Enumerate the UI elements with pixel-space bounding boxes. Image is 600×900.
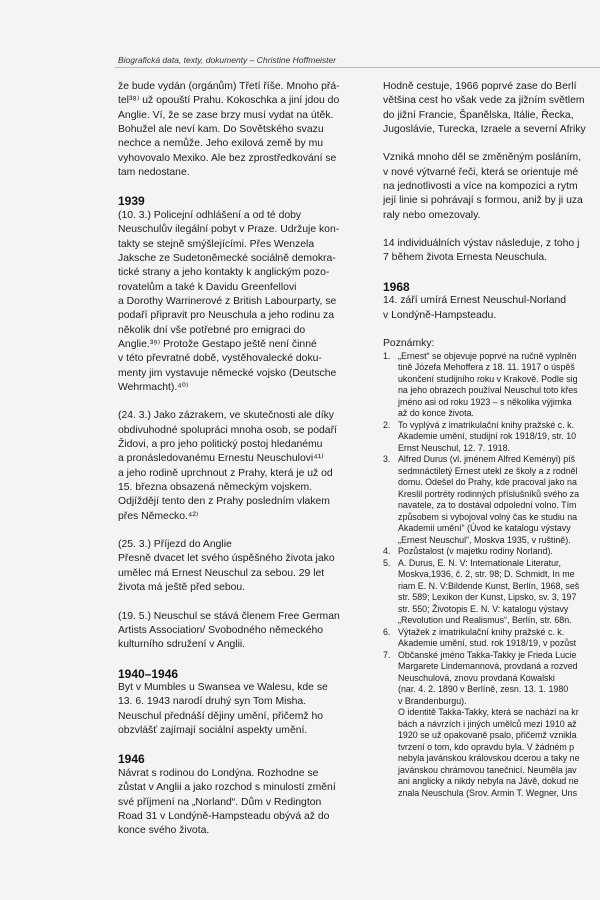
- note-line: Neuschulová, znovu provdaná Kowalski: [398, 672, 555, 683]
- text-line: tel³⁸⁾ už opouští Prahu. Kokoschka a jiní jdou do: [118, 95, 340, 107]
- note-line: na jeho obrazech používal Neuschul toto křes: [398, 385, 578, 396]
- text-line: Hodně cestuje, 1966 poprvé zase do Berlí: [383, 81, 577, 92]
- text-line: nechce a nemůže. Jeho exilová země by mu: [118, 138, 324, 150]
- note-line: sedmnáctiletý Ernest utekl ze školy a z rodněl: [398, 465, 578, 476]
- note-item: [383, 627, 600, 650]
- note-line: 1920 se už opakovaně psalo, přičemž vznikla: [398, 730, 577, 741]
- paragraph: [383, 237, 600, 266]
- note-item: [383, 454, 600, 546]
- text-line: Road 31 v Londýně-Hampsteadu obývá až do: [118, 810, 330, 822]
- text-line: (24. 3.) Jako zázrakem, ve skutečnosti ale díky: [118, 410, 334, 422]
- paragraph: [118, 538, 366, 595]
- text-line: v této převratné době, vystěhovalecké doku-: [118, 353, 322, 365]
- note-line: Margarete Lindemannová, provdaná a rozved: [398, 661, 578, 672]
- note-line: Moskva,1936, č. 2, str. 98; D. Schmidt, In me: [398, 569, 575, 580]
- note-line: navatele, za to dostával odpolední volno. Tím: [398, 500, 577, 511]
- note-line: bách a návrzích i jiných umělců mezi 1910 až: [398, 718, 577, 729]
- text-line: raly nebo omezovaly.: [383, 209, 481, 221]
- notes-title: Poznámky:: [383, 337, 435, 349]
- text-line: života má ještě před sebou.: [118, 582, 246, 594]
- note-line: znala Neuschula (Srov. Armin T. Wegner, Uns: [398, 787, 578, 798]
- text-line: obdivuhodné spolupráci mnoha osob, se podaří: [118, 424, 337, 436]
- notes-section: [383, 337, 600, 800]
- note-line: „Revolution und Realismus“, Berlín, str. 68n.: [398, 615, 572, 626]
- note-line: str. 589; Lexikon der Kunst, Lipsko, sv. 3, 197: [398, 592, 577, 603]
- text-line: 15. března obsazená německým vojskem.: [118, 482, 313, 494]
- text-line: a Dorothy Warrinerové z British Labourparty, se: [118, 295, 337, 307]
- note-line: Občanské jméno Takka-Takky je Frieda Lucie: [398, 649, 577, 660]
- text-line: konce svého života.: [118, 825, 210, 837]
- text-line: Neuschulův ilegální pobyt v Praze. Udržuje kon-: [118, 224, 340, 236]
- paragraph: [118, 767, 366, 839]
- text-line: (10. 3.) Policejní odhlášení a od té doby: [118, 209, 302, 221]
- note-line: v Brandenburgu).: [398, 695, 467, 706]
- text-line: takty se stejně smýšlejícími. Přes Wenzela: [118, 238, 315, 250]
- text-line: na jednotlivosti a více na kompozici a rytm: [383, 181, 578, 193]
- note-number: 3.: [383, 454, 391, 465]
- text-line: (25. 3.) Příjezd do Anglie: [118, 539, 232, 551]
- text-line: kulturního sdružení v Anglii.: [118, 639, 246, 651]
- text-line: Jaksche ze Sudetoněmecké sociálně demokra-: [118, 252, 336, 264]
- text-line: menty jim vystavuje německé vojsko (Deutsche: [118, 367, 337, 379]
- note-line: tině Józefa Mehoffera z 18. 11. 1917 o úspěš: [398, 362, 575, 373]
- text-line: Anglie. Ví, že se zase brzy musí vydat na útěk.: [118, 109, 334, 121]
- text-line: většina cest ho však vede za jižním světlem: [383, 95, 585, 107]
- text-line: Wehrmacht).⁴⁰⁾: [118, 382, 189, 394]
- text-line: Neuschul přednáší dějiny umění, přičemž ho: [118, 710, 324, 722]
- text-line: zůstat v Anglii a jako rozchod s minulostí změní: [118, 782, 336, 794]
- note-line: Výtažek z imatrikulační knihy pražské c. k.: [398, 626, 565, 637]
- note-line: Akademie umění, studijní rok 1918/19, str. 10: [398, 431, 577, 442]
- note-line: Pozůstalost (v majetku rodiny Norland).: [398, 546, 553, 557]
- note-line: ani anglicky a nikdy nebyla na Jávě, dokud ne: [398, 776, 579, 787]
- year-heading: 1946: [118, 752, 145, 767]
- note-line: až do konce života.: [398, 408, 474, 419]
- text-line: své příjmení na „Norland“. Dům v Redington: [118, 796, 322, 808]
- text-line: v Londýně-Hampsteadu.: [383, 309, 497, 321]
- paragraph: [383, 294, 600, 323]
- note-item: [383, 351, 600, 420]
- text-line: do jižní Francie, Španělska, Itálie, Řecka,: [383, 109, 574, 121]
- note-line: O identitě Takka-Takky, která se nachází na kr: [398, 707, 579, 718]
- text-line: (19. 5.) Neuschul se stává členem Free German: [118, 610, 340, 622]
- note-line: str. 550; Životopis E. N. V: katalogu výstavy: [398, 603, 569, 614]
- note-number: 6.: [383, 626, 391, 637]
- text-line: 14. září umírá Ernest Neuschul-Norland: [383, 295, 567, 307]
- text-line: tam nedostane.: [118, 167, 190, 179]
- text-line: 7 během života Ernesta Neuschula.: [383, 252, 548, 264]
- note-line: Kreslil portréty rodinných příslušníků svého za: [398, 488, 580, 499]
- note-line: A. Durus, E. N. V: Internationale Literatur,: [398, 557, 561, 568]
- text-line: Artists Association/ Svobodného německého: [118, 624, 324, 636]
- note-line: nebyla javánskou královskou dcerou a taky ne: [398, 753, 580, 764]
- paragraph: [383, 80, 600, 137]
- note-line: Alfred Durus (vl. jménem Alfred Keményi) píš: [398, 454, 576, 465]
- note-line: javánskou chrámovou tanečnicí. Neuměla jav: [398, 764, 577, 775]
- text-line: Přesně dvacet let svého úspěšného života jako: [118, 553, 335, 565]
- paragraph: [118, 409, 366, 524]
- text-line: Bohužel ale neví kam. Do Sovětského svazu: [118, 124, 324, 136]
- text-line: Anglie.³⁹⁾ Protože Gestapo ještě není činné: [118, 339, 317, 350]
- note-line: domu. Odešel do Prahy, kde pracoval jako na: [398, 477, 577, 488]
- text-line: Židovi, a pro jeho politický postoj hledanému: [118, 439, 323, 451]
- left-column: [118, 80, 366, 853]
- note-line: „Ernest Neuschul“, Moskva 1935, v ruštině).: [398, 534, 571, 545]
- text-line: několik dní vše potřebné pro emigraci do: [118, 324, 306, 336]
- year-heading: 1940–1946: [118, 666, 179, 681]
- text-line: Byt v Mumbles u Swansea ve Walesu, kde se: [118, 682, 328, 694]
- header-rule: [115, 67, 600, 68]
- note-number: 5.: [383, 557, 391, 568]
- paragraph: [118, 80, 366, 180]
- note-line: (nar. 4. 2. 1890 v Berlíně, zesn. 13. 1. 1980: [398, 684, 569, 695]
- note-line: ukončení studijního roku v Krakově. Podle sig: [398, 373, 578, 384]
- note-number: 7.: [383, 649, 391, 660]
- text-line: podaří připravit pro Neuschula a jeho rodinu za: [118, 310, 335, 322]
- text-line: že bude vydán (orgánům) Třetí říše. Mnoho přá-: [118, 81, 340, 92]
- text-line: rovatelům a také k Davidu Greenfellovi: [118, 281, 297, 293]
- note-number: 4.: [383, 546, 391, 557]
- notes-list: [383, 351, 600, 800]
- text-line: umělec má Ernest Neuschul za sebou. 29 let: [118, 567, 325, 579]
- note-line: Akademie umění, stud. rok 1918/19, v pozůst: [398, 638, 577, 649]
- note-item: [383, 546, 600, 558]
- text-line: tické strany a jeho kontakty k anglickým pozo-: [118, 267, 330, 279]
- text-line: 14 individuálních výstav následuje, z toho j: [383, 238, 580, 250]
- note-line: To vyplývá z imatrikulační knihy pražské c. k.: [398, 419, 575, 430]
- text-line: a pronásledovanému Ernestu Neuschulovi⁴¹⁾: [118, 453, 324, 465]
- text-line: 13. 6. 1943 narodí druhý syn Tom Misha.: [118, 696, 307, 708]
- year-heading: 1939: [118, 194, 145, 209]
- note-line: jméno asi od roku 1923 – s několika výjimka: [398, 396, 572, 407]
- note-line: Ernst Neuschul, 12. 7. 1918.: [398, 442, 510, 453]
- text-line: vyhovovalo Mexiko. Ale bez zprostředkování se: [118, 152, 337, 164]
- text-line: její linie si pohrávají s formou, aniž by ji uza: [383, 195, 583, 207]
- note-line: „Ernest“ se objevuje poprvé na ručně vyplněn: [398, 350, 577, 361]
- note-line: tvrzení o tom, kdo opravdu byla. V žádném p: [398, 741, 575, 752]
- year-heading: 1968: [383, 279, 410, 294]
- note-line: riam E. N. V:Bildende Kunst, Berlín, 1968, seš: [398, 580, 580, 591]
- paragraph: [118, 209, 366, 395]
- text-line: v nové výtvarné řeči, která se orientuje mé: [383, 166, 579, 178]
- text-line: přes Německo.⁴²⁾: [118, 510, 199, 522]
- note-number: 2.: [383, 419, 391, 430]
- note-line: způsobem si vybojoval volný čas ke studiu na: [398, 511, 578, 522]
- text-line: Návrat s rodinou do Londýna. Rozhodne se: [118, 767, 319, 779]
- text-line: Jugoslávie, Turecka, Izraele a severní Afriky: [383, 124, 586, 136]
- paragraph: [383, 151, 600, 223]
- note-item: [383, 650, 600, 800]
- text-line: Odjíždějí tento den z Prahy posledním vlakem: [118, 496, 330, 508]
- running-header: Biografická data, texty, dokumenty – Christine Hoffmeister: [118, 55, 337, 65]
- text-line: Vzniká mnoho děl se změněným posláním,: [383, 152, 582, 164]
- note-item: [383, 558, 600, 627]
- text-line: obzvlášť zajímají sociální aspekty umění.: [118, 725, 308, 737]
- paragraph: [118, 610, 366, 653]
- right-column: [383, 80, 600, 799]
- paragraph: [118, 681, 366, 738]
- note-line: Akademii umění“ (Úvod ke katalogu výstavy: [398, 523, 571, 534]
- note-number: 1.: [383, 350, 391, 361]
- text-line: a jeho rodině uprchnout z Prahy, která je už od: [118, 467, 333, 479]
- note-item: [383, 420, 600, 455]
